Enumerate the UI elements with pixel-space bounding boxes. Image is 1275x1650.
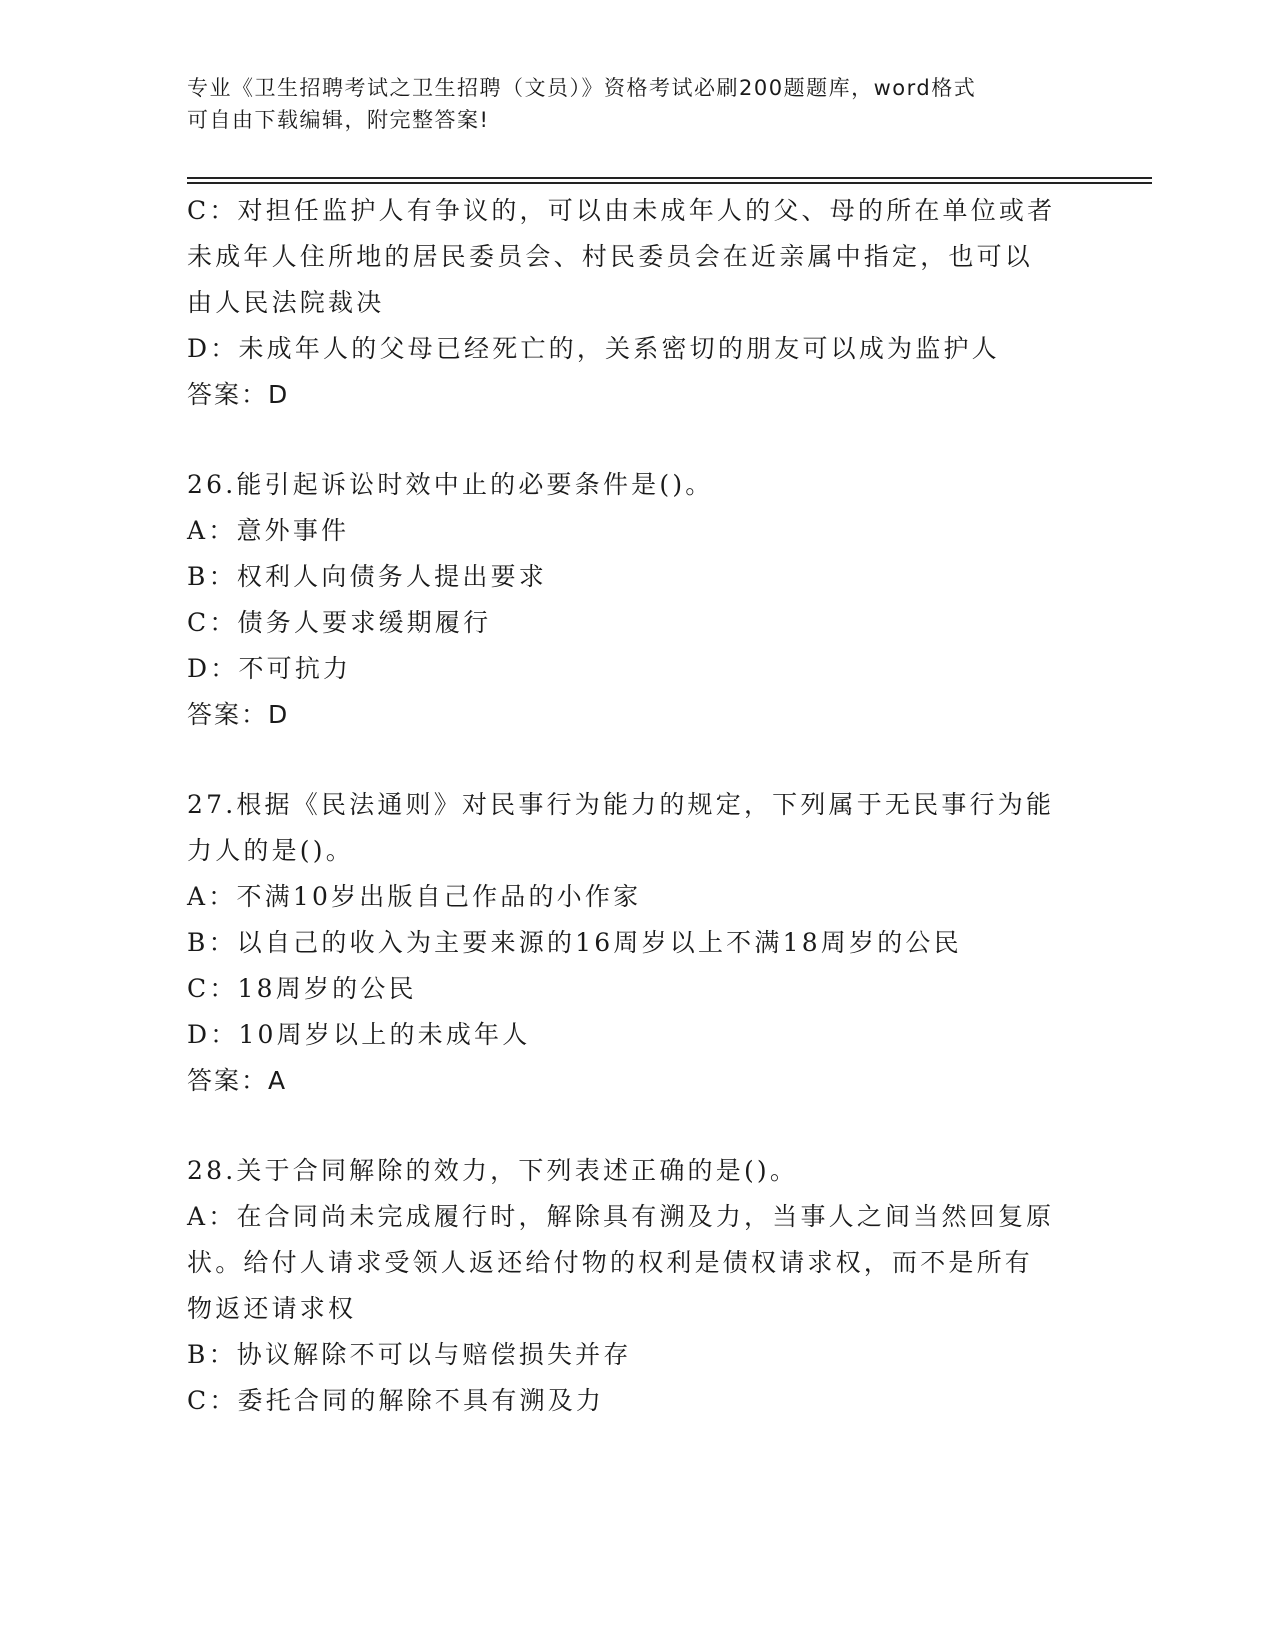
spacer (187, 738, 1087, 782)
option-a-line-2: 状。给付人请求受领人返还给付物的权利是债权请求权，而不是所有 (187, 1248, 1034, 1277)
option-b: B：权利人向债务人提出要求 (187, 562, 547, 591)
question-stem-line-2: 力人的是()。 (187, 836, 354, 865)
answer: 答案：D (187, 380, 290, 409)
spacer (187, 1104, 1087, 1148)
question-27 (187, 782, 1087, 1104)
question-stem-line-1: 27.根据《民法通则》对民事行为能力的规定，下列属于无民事行为能 (187, 790, 1055, 819)
option-a: A：意外事件 (187, 516, 350, 545)
option-a-line-3: 物返还请求权 (187, 1294, 357, 1323)
header-title-line-2: 可自由下载编辑，附完整答案! (187, 108, 490, 132)
question-26 (187, 462, 1087, 738)
option-d: D：不可抗力 (187, 654, 352, 683)
question-28 (187, 1148, 1087, 1424)
option-a-line-1: A：在合同尚未完成履行时，解除具有溯及力，当事人之间当然回复原 (187, 1202, 1055, 1231)
option-d: D：10周岁以上的未成年人 (187, 1020, 531, 1049)
answer: 答案：D (187, 700, 290, 729)
prev-question-block (187, 188, 1087, 418)
option-c-line-3: 由人民法院裁决 (187, 288, 385, 317)
option-d: D：未成年人的父母已经死亡的，关系密切的朋友可以成为监护人 (187, 334, 1000, 363)
option-c-line-2: 未成年人住所地的居民委员会、村民委员会在近亲属中指定，也可以 (187, 242, 1034, 271)
option-b: B：协议解除不可以与赔偿损失并存 (187, 1340, 632, 1369)
option-a: A：不满10岁出版自己作品的小作家 (187, 882, 642, 911)
header-divider-top (187, 177, 1152, 179)
document-header (187, 72, 1067, 136)
header-title-line-1: 专业《卫生招聘考试之卫生招聘（文员）》资格考试必刷200题题库，word格式 (187, 76, 977, 100)
option-c: C：委托合同的解除不具有溯及力 (187, 1386, 605, 1415)
option-c: C：债务人要求缓期履行 (187, 608, 492, 637)
answer: 答案：A (187, 1066, 288, 1095)
option-b: B：以自己的收入为主要来源的16周岁以上不满18周岁的公民 (187, 928, 962, 957)
question-stem: 28.关于合同解除的效力，下列表述正确的是()。 (187, 1156, 799, 1185)
option-c: C：18周岁的公民 (187, 974, 417, 1003)
spacer (187, 418, 1087, 462)
question-content (187, 188, 1087, 1424)
header-divider-bottom (187, 182, 1152, 184)
option-c-line-1: C：对担任监护人有争议的，可以由未成年人的父、母的所在单位或者 (187, 196, 1056, 225)
question-stem: 26.能引起诉讼时效中止的必要条件是()。 (187, 470, 714, 499)
